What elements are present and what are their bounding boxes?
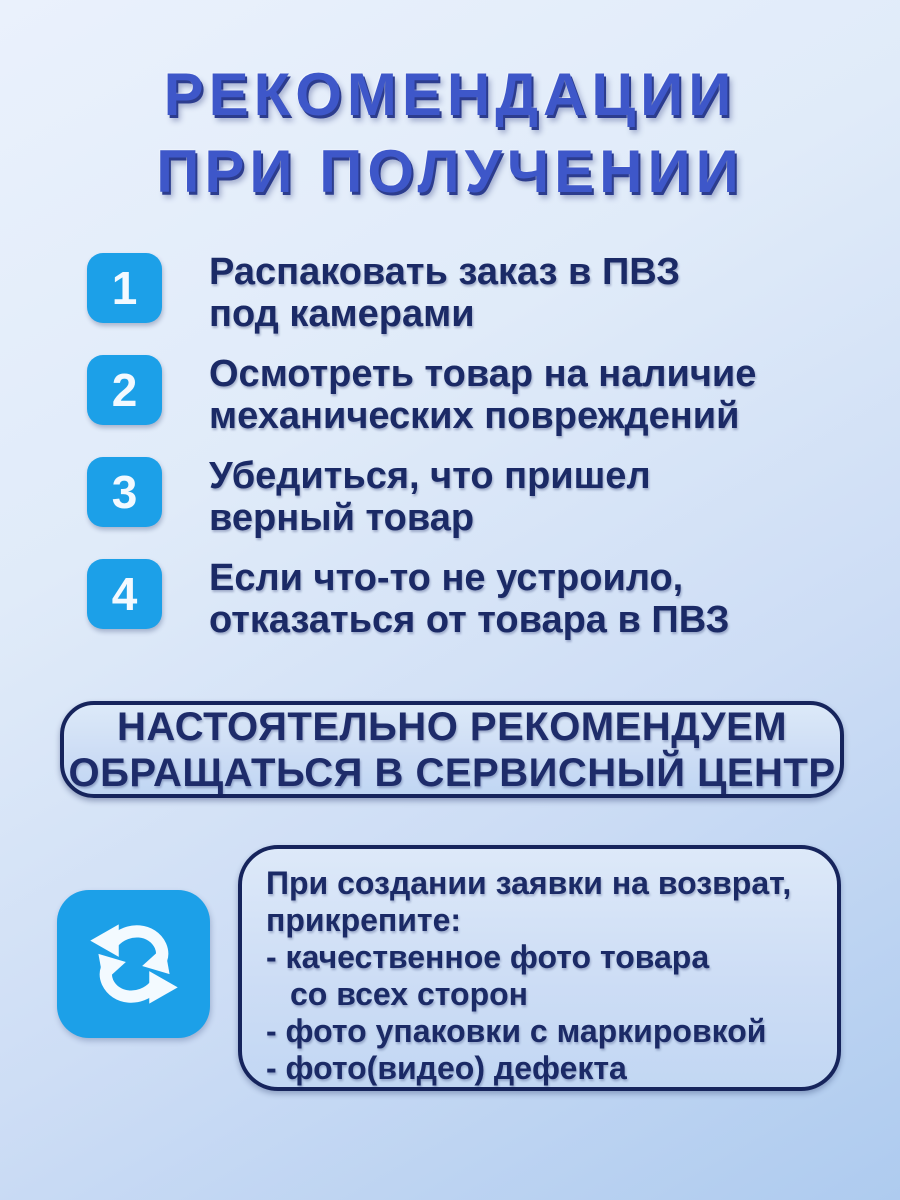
step-2-number-badge [87,355,162,425]
step-1-number: 1 [111,262,138,314]
return-line-5: - фото упаковки с маркировкой [266,1013,767,1049]
step-1-number-badge [87,253,162,323]
step-1-text: Распаковать заказ в ПВЗ под камерами [209,251,681,335]
step-3-number: 3 [111,466,138,518]
service-center-banner [60,701,844,798]
return-instructions-box [238,845,841,1091]
page-title [0,56,900,210]
step-2-number: 2 [111,364,138,416]
page-title-line1: РЕКОМЕНДАЦИИ [163,61,737,128]
steps-list [87,251,867,659]
step-4-number: 4 [111,568,138,620]
step-item-4 [87,557,867,641]
exchange-arrows-icon [57,890,210,1038]
step-item-1 [87,251,867,335]
step-3-text: Убедиться, что пришел верный товар [209,455,651,539]
step-4-number-badge [87,559,162,629]
return-line-3: - качественное фото товара [266,939,710,975]
return-line-2: прикрепите: [266,902,462,938]
banner-line1: НАСТОЯТЕЛЬНО РЕКОМЕНДУЕМ [116,704,788,749]
banner-line2: ОБРАЩАТЬСЯ В СЕРВИСНЫЙ ЦЕНТР [68,750,836,795]
page-title-line2: ПРИ ПОЛУЧЕНИИ [156,138,744,205]
return-line-4: со всех сторон [290,976,528,1012]
step-item-3 [87,455,867,539]
step-item-2 [87,353,867,437]
return-line-6: - фото(видео) дефекта [266,1050,627,1086]
step-2-text: Осмотреть товар на наличие механических повреждений [209,353,757,437]
return-line-1: При создании заявки на возврат, [266,865,792,901]
step-4-text: Если что-то не устроило, отказаться от товара в ПВЗ [209,557,730,641]
step-3-number-badge [87,457,162,527]
